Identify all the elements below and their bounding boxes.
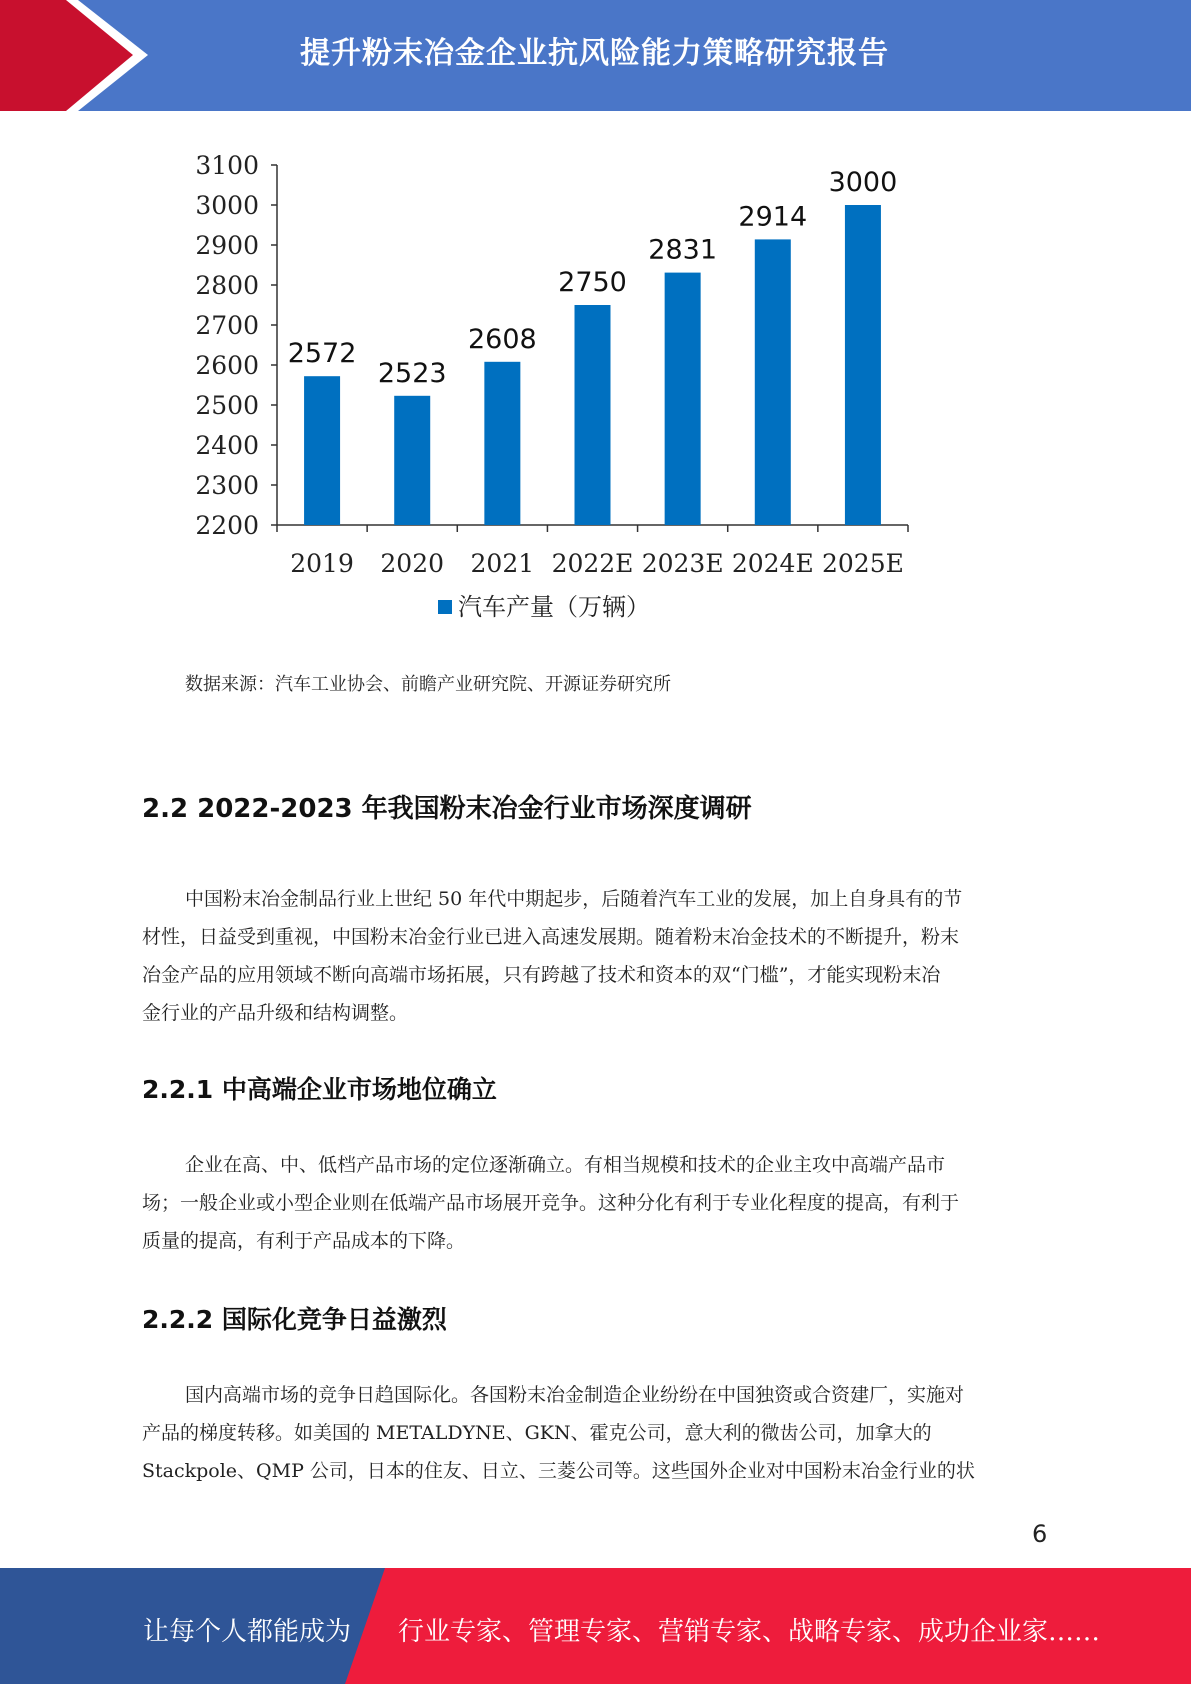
paragraph-line: 企业在高、中、低档产品市场的定位逐渐确立。有相当规模和技术的企业主攻中高端产品市 <box>185 1154 946 1176</box>
paragraph-line: 中国粉末冶金制品行业上世纪 50 年代中期起步，后随着汽车工业的发展，加上自身具有的节 <box>185 888 963 910</box>
section-heading-2-2: 2.2 2022-2023 年我国粉末冶金行业市场深度调研 <box>142 794 752 824</box>
legend-label: 汽车产量（万辆） <box>458 593 650 621</box>
x-tick-label: 2019 <box>290 549 354 578</box>
footer-slogan-right: 行业专家、管理专家、营销专家、战略专家、成功企业家…… <box>398 1617 1101 1647</box>
paragraph-line: 国内高端市场的竞争日趋国际化。各国粉末冶金制造企业纷纷在中国独资或合资建厂，实施对 <box>185 1384 965 1406</box>
y-tick-label: 2800 <box>195 271 259 300</box>
page-number: 6 <box>1032 1520 1048 1548</box>
bar-data-label: 2572 <box>287 338 357 370</box>
y-tick-label: 3100 <box>195 151 259 180</box>
y-tick-label: 2300 <box>195 471 259 500</box>
x-tick-label: 2025E <box>821 549 904 578</box>
legend-swatch <box>438 600 452 614</box>
section-2-2-1-paragraph <box>142 1146 1047 1260</box>
bar-data-label: 2523 <box>377 357 447 389</box>
header-arrow-decoration <box>0 0 160 111</box>
x-tick-label: 2024E <box>731 549 814 578</box>
bar <box>755 239 791 525</box>
y-tick-label: 3000 <box>195 191 259 220</box>
production-bar-chart <box>180 145 920 645</box>
y-tick-label: 2600 <box>195 351 259 380</box>
bar-data-label: 2831 <box>648 234 718 266</box>
section-heading-2-2-1: 2.2.1 中高端企业市场地位确立 <box>142 1075 497 1104</box>
y-tick-label: 2500 <box>195 391 259 420</box>
y-tick-label: 2700 <box>195 311 259 340</box>
bar-data-label: 3000 <box>828 167 898 198</box>
footer-slogan-left: 让每个人都能成为 <box>143 1617 352 1647</box>
page-footer <box>0 1568 1191 1684</box>
header-title: 提升粉末冶金企业抗风险能力策略研究报告 <box>300 36 889 71</box>
bar <box>304 376 340 525</box>
x-tick-label: 2023E <box>641 549 724 578</box>
x-tick-label: 2022E <box>551 549 634 578</box>
bar <box>665 273 701 525</box>
paragraph-line: 金行业的产品升级和结构调整。 <box>142 1002 409 1024</box>
bar <box>845 205 881 525</box>
paragraph-line: 场；一般企业或小型企业则在低端产品市场展开竞争。这种分化有利于专业化程度的提高，有利于 <box>142 1192 960 1214</box>
y-tick-label: 2900 <box>195 231 259 260</box>
paragraph-line: Stackpole、QMP 公司，日本的住友、日立、三菱公司等。这些国外企业对中国粉末冶金行业的状 <box>142 1460 975 1482</box>
section-heading-2-2-2: 2.2.2 国际化竞争日益激烈 <box>142 1305 447 1334</box>
paragraph-line: 产品的梯度转移。如美国的 METALDYNE、GKN、霍克公司，意大利的微齿公司，加拿大的 <box>142 1422 932 1444</box>
paragraph-line: 质量的提高，有利于产品成本的下降。 <box>142 1230 466 1252</box>
bar-data-label: 2608 <box>467 323 537 355</box>
paragraph-line: 材性，日益受到重视，中国粉末冶金行业已进入高速发展期。随着粉末冶金技术的不断提升，粉末 <box>142 926 960 948</box>
bar <box>394 396 430 525</box>
section-2-2-2-paragraph <box>142 1376 1047 1490</box>
bar <box>575 305 611 525</box>
paragraph-line: 冶金产品的应用领域不断向高端市场拓展，只有跨越了技术和资本的双“门槛”，才能实现粉末冶 <box>142 964 941 986</box>
x-tick-label: 2020 <box>380 549 445 578</box>
bar-data-label: 2750 <box>558 267 627 298</box>
x-tick-label: 2021 <box>470 549 535 578</box>
bar-data-label: 2914 <box>738 201 808 233</box>
page-header <box>0 0 1191 111</box>
bar <box>484 362 520 525</box>
section-2-2-paragraph <box>142 880 1047 1032</box>
y-tick-label: 2400 <box>195 431 259 460</box>
y-tick-label: 2200 <box>195 511 259 540</box>
data-source-note: 数据来源：汽车工业协会、前瞻产业研究院、开源证券研究所 <box>185 674 671 695</box>
